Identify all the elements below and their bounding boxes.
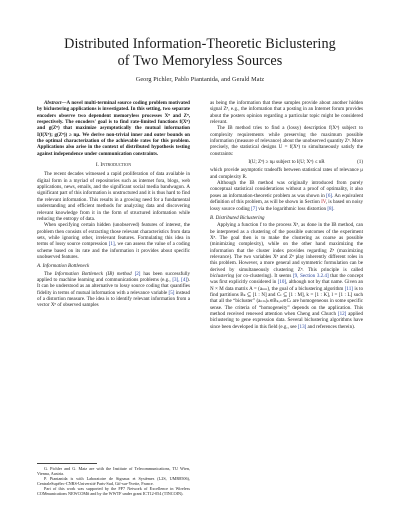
text-span: . xyxy=(333,205,335,212)
intro-paragraph-3 xyxy=(37,271,190,309)
citation-link[interactable]: [12] xyxy=(337,311,347,317)
right-paragraph-5 xyxy=(210,222,363,330)
text-span: Although the IB method was originally introduced from purely conceptual statistical considerations without a proof of optimality, it also poses an information-theoretic problem as was shown in xyxy=(210,180,363,199)
citation-link[interactable]: [3], [4] xyxy=(172,276,188,283)
footnotes xyxy=(37,466,190,497)
author-list: Georg Pichler, Pablo Piantanida, and Gerald Matz xyxy=(135,76,265,83)
subsection-heading-information-bottleneck: A. Information Bottleneck xyxy=(37,263,90,270)
text-span: The xyxy=(44,270,55,277)
text-span: (or co-clustering). It seems xyxy=(234,272,293,279)
right-column xyxy=(210,100,363,330)
citation-link[interactable]: [7] xyxy=(251,205,257,212)
subsection-heading-distributed-biclustering: B. Distributed Biclustering xyxy=(210,214,265,221)
intro-paragraph-2 xyxy=(37,222,190,260)
right-paragraph-1: as being the information that these samples provide about another hidden signal Zⁿ, e.g., the information that a posting in an Internet forum provides about the posters opinion regarding a particular topic might be considered relevant. xyxy=(210,100,363,126)
citation-link[interactable]: [11] xyxy=(344,285,353,292)
citation-link[interactable]: [1] xyxy=(108,241,115,248)
footnote-rule xyxy=(37,463,97,464)
citation-link[interactable]: [10] xyxy=(277,279,287,286)
citation-link[interactable]: [9, Section 3.2.4] xyxy=(292,272,329,279)
text-span: When specifying certain hidden (unobserved) features of interest, the problem then consists of extracting those relevant characteristics from data sets, while ignoring other, irrelevant features. Formulating this idea in terms of lossy source compression xyxy=(37,222,190,248)
emphasis: Information Bottleneck (IB) method xyxy=(54,270,132,277)
equation-1 xyxy=(210,159,363,165)
left-column xyxy=(37,100,190,309)
citation-link[interactable]: [2] xyxy=(134,270,141,277)
citation-link[interactable]: [5] xyxy=(168,289,175,296)
text-span: has been successfully applied to machine learning and communications problems (e.g., xyxy=(37,270,191,283)
text-span: and references therein). xyxy=(306,323,356,330)
abstract xyxy=(37,100,190,157)
text-span: applied biclustering to gene expression data. Several biclustering algorithms have since been developed in this field (e.g., see xyxy=(210,311,363,330)
footnote-3: Part of this work was supported by the FP7 Network of Excellence in Wireless COMmunications NEWCOM# and by the WWTF under grant ICT12-054 (TINCOIN). xyxy=(37,486,190,497)
equation-text: I(U; Zⁿ) ≥ nμ subject to I(U; Xⁿ) ≤ nR xyxy=(248,159,325,166)
text-span: that the concept was first explicitly considered in xyxy=(210,272,363,286)
title-line-1: Distributed Information-Theoretic Biclustering xyxy=(64,36,336,52)
right-paragraph-3: which provide asymptotic tradeoffs between statistical rates of relevance μ and complexity R. xyxy=(210,167,363,180)
text-span: instead of a distortion measure. The idea is to identify relevant information from a vector Xⁿ of observed samples xyxy=(37,289,190,309)
title-line-2: of Two Memoryless Sources xyxy=(117,53,283,69)
text-span: , we can assess the value of a coding scheme based on its rate and the information it provides about specific unobserved features. xyxy=(37,241,190,260)
citation-link[interactable]: [6] xyxy=(326,192,333,199)
intro-paragraph-1: The recent decades witnessed a rapid proliferation of data available in digital form in a myriad of repositories such as internet fora, blogs, web applications, news, emails, and the significant social media bandwagon. A significant part of this information is unstructured and it is thus hard to find the relevant information. This results in a growing need for a fundamental understanding and efficient methods for analyzing data and discovering relevant knowledge from it in the form of structured information while reducing the entropy of data. xyxy=(37,171,190,222)
footnote-1: G. Pichler and G. Matz are with the Institute of Telecommunications, TU Wien, Vienna, Austria. xyxy=(37,466,190,477)
section-heading-introduction: I. Introduction xyxy=(95,162,132,169)
section-reference-link[interactable]: IV xyxy=(321,199,326,206)
text-span: , is based on noisy lossy source coding xyxy=(210,199,363,212)
paper-title xyxy=(0,36,400,70)
citation-link[interactable]: [13] xyxy=(297,323,307,330)
text-span: Applying a function f to the process Xⁿ, as done in the IB method, can be interpreted as a clustering of the possible outcomes of the experiment Xⁿ. The goal then is to make the clustering as coarse as possible (minimizing complexity), while on the other hand maximizing the information that the cluster index provides regarding Zⁿ (maximizing relevance). The two variables Xⁿ and Zⁿ play inherently different roles in this problem. However, a more general and symmetric formulation can be derived by simultaneously clustering Zⁿ. This principle is called xyxy=(210,222,363,273)
footnote-2: P. Piantanida is with Laboratoire de Signaux et Systèmes (L2S, UMR8506), CentraleSupélec-CNRS-Université Paris-Sud, Gif-sur-Yvette, France. xyxy=(37,476,190,487)
text-span: . An equivalent definition of this problem, as will be shown in Section xyxy=(210,192,363,206)
text-span: ). It can be understood as an alternative to lossy source coding that quantifies fidelity in terms of mutual information with a relevance variable xyxy=(37,276,190,296)
abstract-text: —A novel multi-terminal source coding problem motivated by biclustering applications is investigated. In this setting, two separate encoders observe two dependent memoryless processes Xⁿ and Zⁿ, respectively. The encoders' goal is to find rate-limited functions f(Xⁿ) and g(Zⁿ) that maximize asymptotically the mutual information I(f(Xⁿ); g(Zⁿ)) ≥ nμ. We derive non-trivial inner and outer bounds on the optimal characterization of the achievable rates for this problem. Applications also arise in the context of distributed hypothesis testing against independence under communication constraints. xyxy=(37,100,190,157)
abstract-lead: Abstract xyxy=(44,100,62,106)
text-span: is to find partitions Bₖ ⊆ [1 : N] and Cₗ ⊆ [1 : M], k = [1 : K], l = [1 : L] such that all the “bicluster” (aₙₘ)ₙ∈Bₖ,ₘ∈Cₗ are homogeneous in some specific sense. The criteria of “homogeneity” depends on the application. This method received renewed attention when Cheng and Church xyxy=(210,285,363,317)
emphasis: biclustering xyxy=(210,272,235,279)
right-paragraph-4 xyxy=(210,180,363,212)
right-paragraph-2: The IB method tries to find a (lossy) description f(Xⁿ) subject to complexity requirements while preserving the maximum possible information (measure of relevance) about the unobserved quantity Zⁿ. More precisely, the statistical designs U = f(Xⁿ) to simultaneously satisfy the constraints: xyxy=(210,125,363,157)
text-span: , although not by that name. Given an N × M data matrix A = (aₙₘ), the goal of a biclustering algorithm xyxy=(210,279,364,292)
citation-link[interactable]: [8] xyxy=(327,205,334,212)
equation-number: (1) xyxy=(357,159,363,166)
text-span: via the logarithmic loss distortion xyxy=(256,205,328,212)
